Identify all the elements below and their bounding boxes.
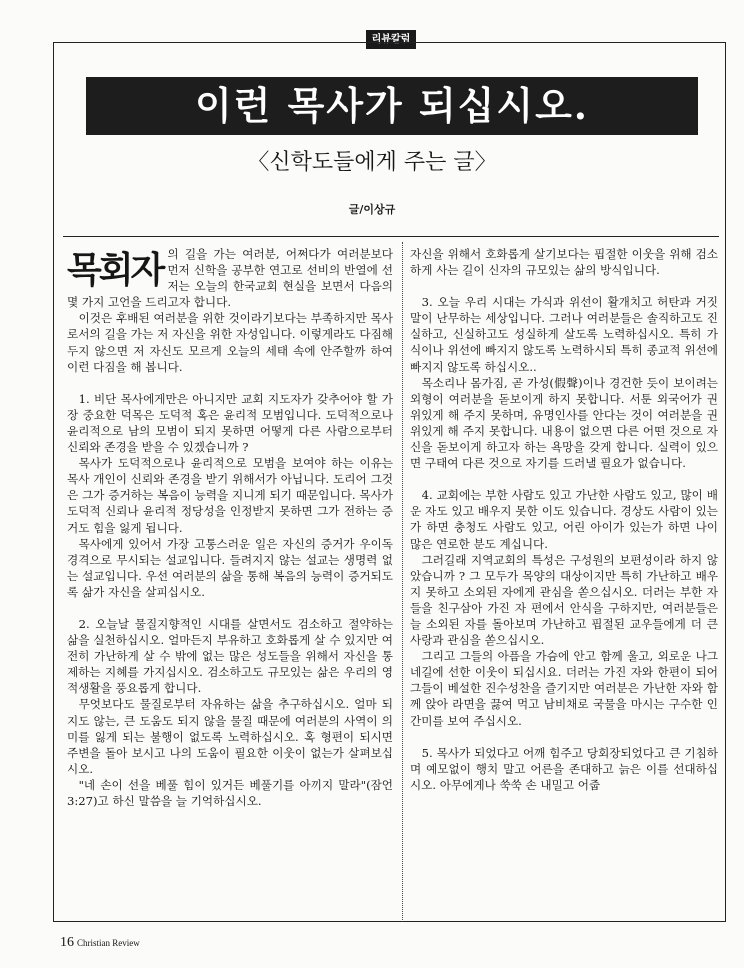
publication-name: Christian Review [77,938,140,948]
article-subtitle: 〈신학도들에게 주는 글〉 [247,150,497,175]
page-number: 16 [60,935,74,950]
paragraph: 자신을 위해서 호화롭게 살기보다는 핍절한 이웃을 위해 검소하게 사는 길이 신자의 규모있는 삶의 방식입니다. [410,247,718,278]
paragraph: 3. 오늘 우리 시대는 가식과 위선이 활개치고 허탄과 거짓말이 난무하는 세상입니다. 그러나 여러분들은 솔직하고도 진실하고, 신실하고도 성실하게 살도록 노력하십시오. 특히 가식이나 위선에 빠지지 않도록 노력하시되 특히 종교적 위선에 빠지지 않도록 하십시오.. [410,295,718,374]
header-rule [63,236,719,237]
paragraph: 그러길래 지역교회의 특성은 구성원의 보편성이라 하지 않았습니까 ? 그 모두가 목양의 대상이지만 특히 가난하고 배우지 못하고 소외된 자에게 관심을 쏟으십시오. 더러는 부한 자들을 친구삼아 가진 자 편에서 안식을 구하지만, 여러분들은 늘 소외된 자를 돌아보며 가난하고 핍절된 교우들에게 더 큰 사랑과 관심을 쏟으십시오. [410,552,718,648]
drop-cap: 목회자 [67,250,163,291]
page-footer [60,935,140,951]
byline: 글/이상규 [348,203,396,216]
paragraph: 목사에게 있어서 가장 고통스러운 일은 자신의 증거가 우이독경격으로 무시되는 설교입니다. 들려지지 않는 설교는 생명력 없는 설교입니다. 우선 여러분의 삶을 통해 복음의 능력이 증거되도록 삶가 자신을 살피십시오. [67,536,393,599]
paragraph: 목사가 도덕적으로나 윤리적으로 모범을 보여야 하는 이유는 목사 개인이 신뢰와 존경을 받기 위해서가 아닙니다. 도리어 그것은 그가 증거하는 복음이 능력을 지니게 되기 때문입니다. 목사가 도덕적 신뢰나 윤리적 정당성을 인정받지 못하면 그가 전하는 증거도 힘을 잃게 됩니다. [67,456,393,535]
paragraph: 5. 목사가 되었다고 어깨 힘주고 당회장되었다고 큰 기침하며 예모없이 행치 말고 어른을 존대하고 늙은 이를 선대하십시오. 아무에게나 쑥쑥 손 내밀고 어줍 [410,745,718,792]
paragraph-text: 의 길을 가는 여러분, 어쩌다가 여러분보다 먼저 신학을 공부한 연고로 선비의 반열에 선 저는 오늘의 한국교회 현실을 보면서 다음의 몇 가지 고언을 드리고자 합니다. [67,247,393,310]
article-title: 이런 목사가 되십시오. [86,77,698,135]
paragraph: 1. 비단 목사에게만은 아니지만 교회 지도자가 갖추어야 할 가장 중요한 덕목은 도덕적 혹은 윤리적 모범입니다. 도덕적으로나 윤리적으로 남의 모범이 되지 못하면 어떻게 다른 사람으로부터 신뢰와 존경을 받을 수 있겠습니까 ? [67,391,393,455]
paragraph [67,246,393,310]
column-divider [402,242,403,922]
paragraph: 무엇보다도 물질로부터 자유하는 삶을 추구하십시오. 얼마 되지도 않는, 큰 도움도 되지 않을 물질 때문에 여러분의 사역이 의미를 잃게 되는 불행이 없도록 노력하십시오. 혹 형편이 되시면 주변을 돌아 보시고 나의 도움이 필요한 이웃이 없는가 살펴보십시오. [67,697,393,776]
paragraph: 이것은 후배된 여러분을 위한 것이라기보다는 부족하지만 목사로서의 길을 가는 저 자신을 위한 자성입니다. 이렇게라도 다짐해 두지 않으면 저 자신도 모르게 오늘의 세태 속에 안주할까 하여 이런 다짐을 해 봅니다. [67,311,393,374]
left-column [67,246,393,809]
right-column [410,246,718,793]
paragraph: 2. 오늘날 물질지향적인 시대를 살면서도 검소하고 절약하는 삶을 실천하십시오. 얼마든지 부유하고 호화롭게 살 수 있지만 여전히 가난하게 살 수 밖에 없는 많은 성도들을 위해서 자신을 통제하는 지혜를 가지십시오. 검소하고도 규모있는 삶은 우리의 영적생활을 풍요롭게 합니다. [67,616,393,696]
paragraph: 4. 교회에는 부한 사람도 있고 가난한 사람도 있고, 많이 배운 자도 있고 배우지 못한 이도 있습니다. 경상도 사람이 있는가 하면 충청도 사람도 있고, 어린 아이가 있는가 하면 나이 많은 연로한 분도 계십니다. [410,488,718,551]
section-tag: 리뷰칼럼 [366,30,416,49]
paragraph: 그리고 그들의 아픔을 가슴에 안고 함께 울고, 외로운 나그네길에 선한 이웃이 되십시요. 더러는 가진 자와 한편이 되어 그들이 베설한 진수성찬을 즐기지만 여러분은 가난한 자와 함께 앉아 라면을 끓여 먹고 남비채로 국물을 마시는 구수한 인간미를 보여 주십시오. [410,649,718,728]
paragraph: 목소리나 몸가짐, 곧 가성(假聲)이나 경건한 듯이 보이려는 외형이 여러분을 돋보이게 하지 못합니다. 서툰 외국어가 권위있게 해 주지 못하며, 유명인사를 안다는 것이 여러분을 권위있게 해 주지 못합니다. 내용이 없으면 다른 어떤 것으로 자신을 돋보이게 하고자 하는 욕망을 갖게 합니다. 실력이 있으면 구태여 다른 것으로 자기를 드러낼 필요가 없습니다. [410,375,718,471]
paragraph: "네 손이 선을 베풀 힘이 있거든 베풀기를 아끼지 말라"(잠언 3:27)고 하신 말씀을 늘 기억하십시오. [67,777,393,808]
